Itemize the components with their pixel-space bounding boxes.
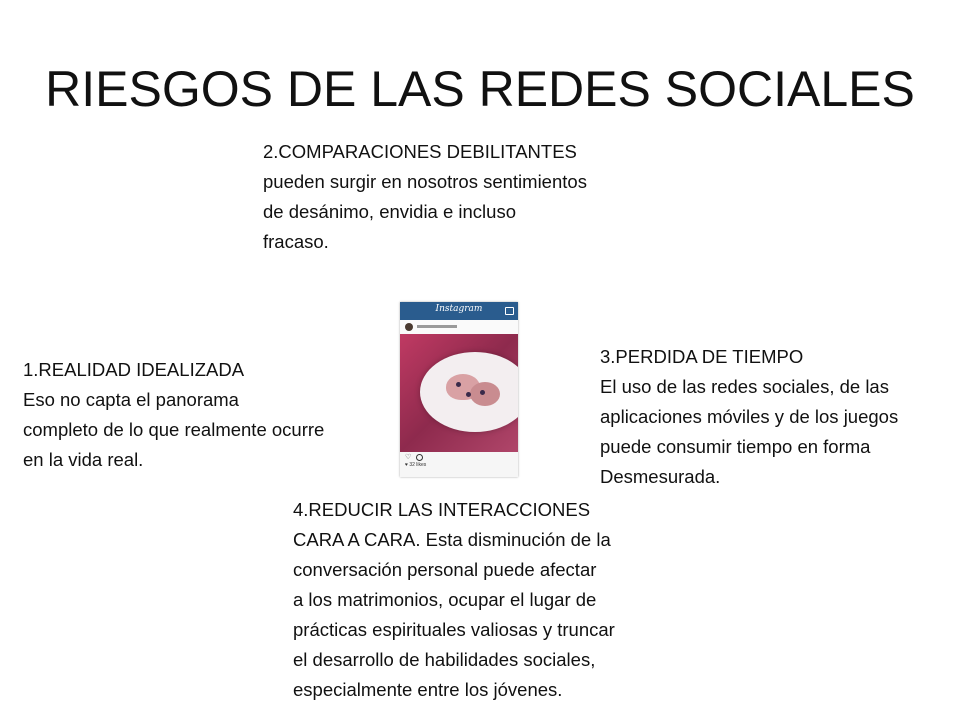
username-placeholder (417, 325, 457, 328)
likes-count: ♥ 32 likes (405, 462, 427, 468)
text-block-comparaciones (263, 137, 587, 257)
text-block-realidad-idealizada (23, 355, 324, 475)
block2-line: de desánimo, envidia e incluso (263, 201, 516, 222)
block1-line: en la vida real. (23, 449, 144, 470)
avatar (405, 323, 413, 331)
berry-shape (456, 382, 461, 387)
heart-icon: ♡ (405, 454, 412, 461)
instagram-post-image (400, 302, 518, 477)
instagram-header (400, 302, 518, 320)
berry-shape (480, 390, 485, 395)
block4-line: especialmente entre los jóvenes. (293, 679, 563, 700)
block3-line: puede consumir tiempo en forma (600, 436, 871, 457)
block4-line: conversación personal puede afectar (293, 559, 597, 580)
text-block-interacciones (293, 495, 615, 705)
block4-heading: 4.REDUCIR LAS INTERACCIONES (293, 499, 591, 520)
instagram-logo: Instagram (435, 304, 483, 314)
block3-line: Desmesurada. (600, 466, 721, 487)
block4-line: CARA A CARA. Esta disminución de la (293, 529, 611, 550)
block4-line: el desarrollo de habilidades sociales, (293, 649, 596, 670)
post-photo (400, 334, 518, 452)
food-shape (470, 382, 500, 406)
block3-heading: 3.PERDIDA DE TIEMPO (600, 346, 804, 367)
inbox-icon (505, 307, 514, 315)
block2-line: pueden surgir en nosotros sentimientos (263, 171, 587, 192)
block3-line: aplicaciones móviles y de los juegos (600, 406, 899, 427)
block3-line: El uso de las redes sociales, de las (600, 376, 889, 397)
block4-line: prácticas espirituales valiosas y truncar (293, 619, 615, 640)
post-actions (400, 452, 518, 462)
block4-line: a los matrimonios, ocupar el lugar de (293, 589, 597, 610)
berry-shape (466, 392, 471, 397)
block1-line: Eso no capta el panorama (23, 389, 239, 410)
block2-heading: 2.COMPARACIONES DEBILITANTES (263, 141, 577, 162)
block1-heading: 1.REALIDAD IDEALIZADA (23, 359, 245, 380)
text-block-perdida-tiempo (600, 342, 898, 492)
block1-line: completo de lo que realmente ocurre (23, 419, 325, 440)
post-user-row (400, 320, 518, 334)
slide-title: RIESGOS DE LAS REDES SOCIALES (45, 61, 915, 117)
comment-icon (416, 454, 423, 461)
block2-line: fracaso. (263, 231, 329, 252)
